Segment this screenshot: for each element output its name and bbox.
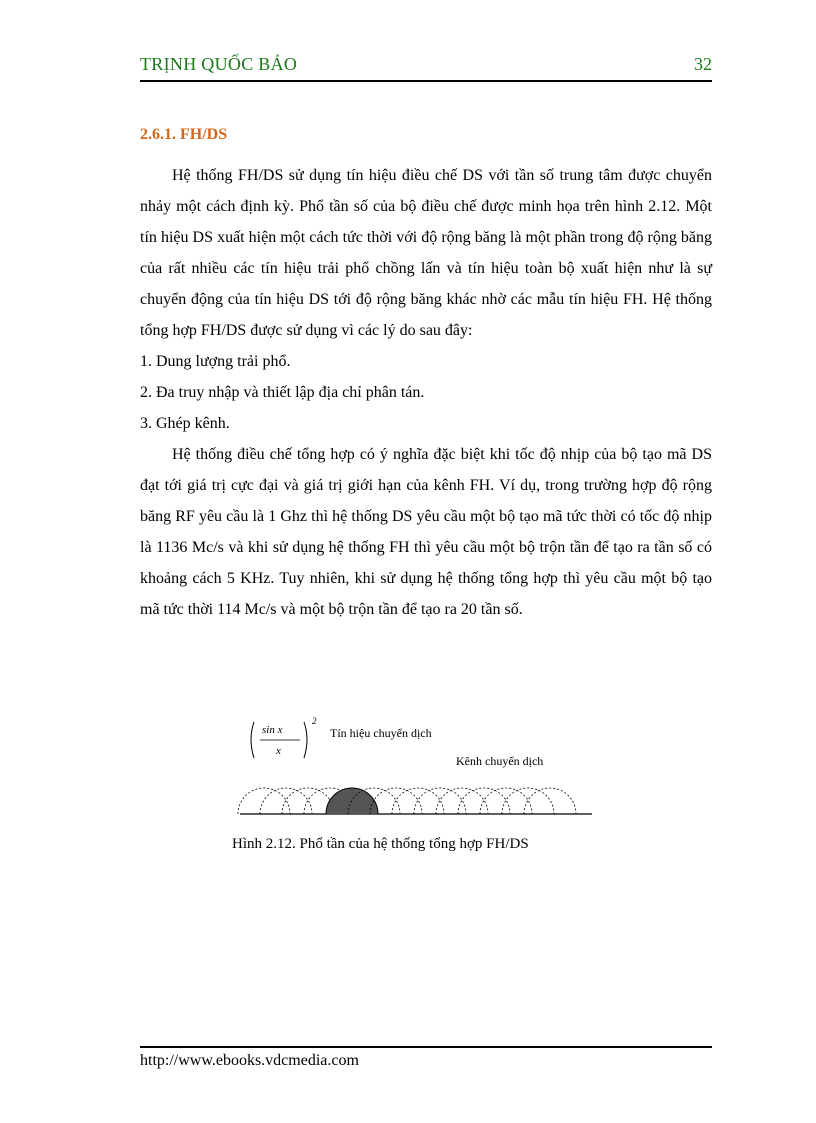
page-number: 32	[694, 54, 712, 74]
list-item-2: 2. Đa truy nhập và thiết lập địa chỉ phân tán.	[140, 384, 425, 401]
label-shifted-signal: Tín hiệu chuyển dịch	[330, 726, 432, 740]
formula-exponent: 2	[312, 716, 317, 726]
body-text-block-1	[140, 160, 712, 625]
label-shifted-channel: Kênh chuyển dịch	[456, 754, 544, 768]
footer-rule	[140, 1046, 712, 1048]
footer-url[interactable]: http://www.ebooks.vdcmedia.com	[140, 1052, 359, 1069]
list-item-3: 3. Ghép kênh.	[140, 415, 230, 432]
page-header	[140, 52, 712, 82]
figure-caption: Hình 2.12. Phổ tần của hệ thống tổng hợp FH/DS	[232, 836, 529, 852]
header-author: TRỊNH QUỐC BẢO	[140, 54, 298, 74]
formula-numerator: sin x	[262, 724, 283, 736]
section-title: 2.6.1. FH/DS	[140, 126, 228, 143]
header-rule	[140, 80, 712, 82]
figure-2-12	[230, 712, 610, 822]
paragraph-2: Hệ thống điều chế tổng hợp có ý nghĩa đặc biệt khi tốc độ nhịp của bộ tạo mã DS đạt tới giá trị cực đại và giá trị giới hạn của kênh FH. Ví dụ, trong trường hợp độ rộng băng RF yêu cầu là 1 Ghz thì hệ thống DS yêu cầu một bộ tạo mã tức thời có tốc độ nhịp là 1136 Mc/s và khi sử dụng hệ thống FH thì yêu cầu một bộ trộn tần để tạo ra tần số có khoảng cách 5 KHz. Tuy nhiên, khi sử dụng hệ thống tổng hợp thì yêu cầu một bộ tạo mã tức thời 114 Mc/s và một bộ trộn tần để tạo ra 20 tần số.	[140, 446, 712, 618]
list-item-1: 1. Dung lượng trải phổ.	[140, 353, 291, 370]
formula-denominator: x	[276, 745, 281, 757]
paragraph-1: Hệ thống FH/DS sử dụng tín hiệu điều chế DS với tần số trung tâm được chuyển nhảy một cách định kỳ. Phổ tần số của bộ điều chế được minh họa trên hình 2.12. Một tín hiệu DS xuất hiện một cách tức thời với độ rộng băng là một phần trong độ rộng băng của rất nhiều các tín hiệu trải phổ chồng lấn và tín hiệu toàn bộ xuất hiện như là sự chuyển động của tín hiệu DS tới độ rộng băng khác nhờ các mẫu tín hiệu FH. Hệ thống tổng hợp FH/DS được sử dụng vì các lý do sau đây:	[140, 167, 712, 339]
channel-arches	[238, 788, 576, 814]
